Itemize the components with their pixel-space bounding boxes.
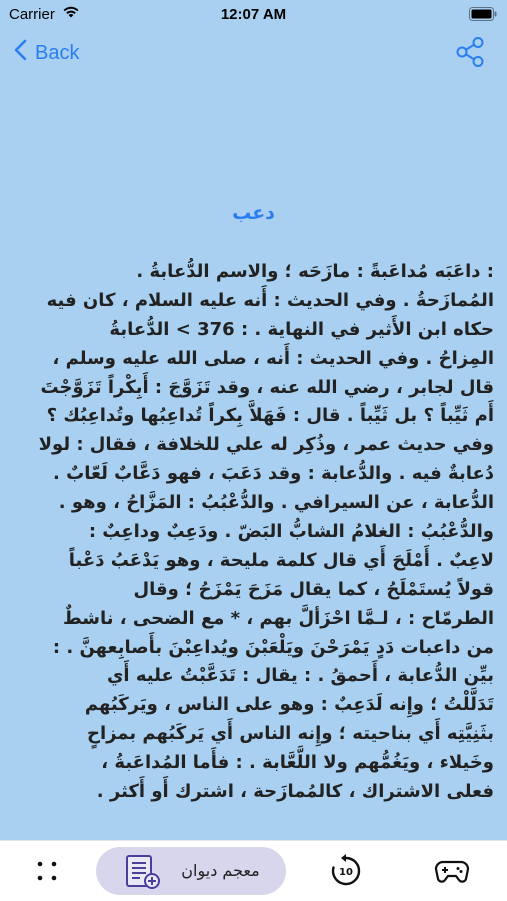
entry-line: : داعَبَه مُداعَبةً : مازَحَه ؛ والاسم الدُّعابةُ . [136,261,494,282]
entry-line: الدُّعابة ، عن السيرافي . والدُّعْبُبُ : المَزَّاحُ ، وهو . [58,492,494,514]
battery-icon [469,7,497,25]
carrier-label: Carrier [9,6,55,23]
grid-menu-button[interactable] [35,859,59,883]
rewind-10-button[interactable] [328,853,364,889]
entry-line: بثَنِيَّتِه أَي بناحيته ؛ وإِنه الناس أَي يَركَبُهم بمزاحٍ [86,723,494,745]
entry-line: لاعِبٌ . أَمْلَحَ أَي قال كلمة مليحة ، وهو يَدْعَبُ دَعْباً [68,549,494,571]
share-button[interactable] [453,35,487,69]
dictionary-label: معجم ديوان [181,861,260,880]
clock-time: 12:07 AM [220,6,287,23]
rewind-10-icon [328,867,364,893]
game-button[interactable] [434,859,470,885]
bottom-toolbar [0,840,507,901]
back-button[interactable] [14,38,79,68]
entry-line: المُمازَحةُ . وفي الحديث : أَنه عليه السلام ، كان فيه [46,289,494,311]
entry-line: قولاً يُستَمْلَحُ ، كما يقال مَزَحَ يَمْزَحُ ؛ وقال [133,578,494,600]
entry-line: المِزاحُ . وفي الحديث : أَنه ، صلى الله عليه وسلم ، [52,347,494,369]
entry-line: أَم ثَيِّباً ؟ بل ثَيِّباً . قال : فَهَلاَّ بِكراً تُداعِبُها وتُداعِبُك ؟ [46,405,494,427]
dictionary-button[interactable] [96,847,286,895]
entry-line: الطرمّاح : ، لـمَّا احْزَألَّ بهم ، * مع الضحى ، ناشطٌ [63,607,494,629]
entry-line: فعلى الاشتراك ، كالمُمازَحة ، اشترك أَو أَكثر . [96,781,494,803]
rewind-number: 10 [339,867,353,878]
entry-line: دُعابةٌ فيه . والدُّعابة : وقد دَعَبَ ، فهو دَعَّابٌ لَعّابٌ . [53,463,494,485]
entry-line: قال لجابر ، رضي الله عنه ، وقد تَزَوَّجَ : أَبِكْراً تَزَوَّجْتَ [40,376,494,398]
entry-line: وفي حديث عمر ، وذُكِر له علي للخلافة ، فقال : لولا [38,434,494,456]
entry-line: تَدَلَّلْتُ ؛ وإِنه لَدَعِبٌ : وهو على الناس ، ويَركَبُهم [84,694,494,716]
grid-icon [35,868,59,887]
gamepad-icon [434,870,470,889]
share-icon [453,54,487,73]
entry-line: والدُّعْبُبُ : الغلامُ الشابُّ البَضّ . ودَعِبٌ وداعِبٌ : [88,521,494,543]
back-label: Back [35,41,80,64]
entry-line: من داعبات دَدٍ يَمْرَحْنَ ويَلْعَبْنَ ويُداعِبْنَ بأَصابِعهنَّ . : [52,636,494,658]
entry-body [14,258,494,832]
dictionary-icon [124,854,162,894]
entry-line: وخَيلاء ، ويَغُمُّهم ولا اللَّعَّابة . : فأَما المُداعَبةُ ، [101,752,494,774]
navigation-bar [0,30,507,78]
status-bar [0,0,507,30]
entry-title: دعب [232,202,275,224]
chevron-left-icon [14,39,27,67]
entry-line: حكاه ابن الأَثير في النهاية . : 376 > الدُّعابةُ [109,318,494,340]
entry-line: بيِّن الدُّعابة ، أَحمقُ . : يقال : تَدَعَّبْتُ عليه أَي [106,665,494,687]
